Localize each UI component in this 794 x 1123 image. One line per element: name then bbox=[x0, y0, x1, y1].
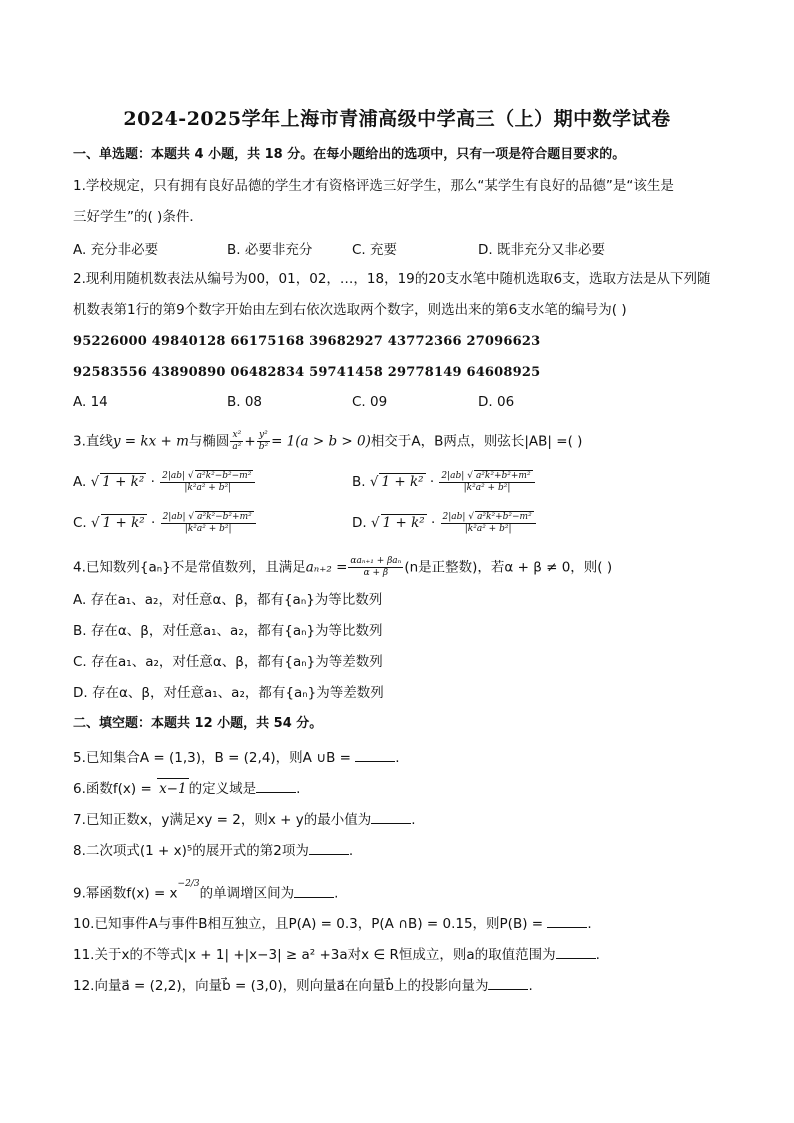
q2-option-a: A. 14 bbox=[73, 394, 108, 410]
answer-blank bbox=[256, 778, 296, 793]
fraction-denominator: |k²a² + b²| bbox=[184, 524, 232, 534]
numerator-root: a²k²−b²−m² bbox=[196, 471, 252, 481]
sqrt-sign: √ bbox=[369, 474, 379, 490]
answer-blank bbox=[309, 840, 349, 855]
q1-option-c: C. 充要 bbox=[352, 242, 398, 258]
dot: · bbox=[426, 515, 440, 531]
numerator-prefix: 2|ab| √ bbox=[162, 512, 195, 522]
dot: · bbox=[146, 515, 160, 531]
q3-option-a bbox=[73, 470, 256, 494]
answer-blank bbox=[488, 975, 528, 990]
fraction-numerator bbox=[160, 470, 255, 483]
question-2-line-2: 机数表第1行的第9个数字开始由左到右依次选取两个数字，则选出来的第6支水笔的编号为( ) bbox=[73, 302, 627, 318]
q2-option-d: D. 06 bbox=[478, 394, 515, 410]
q12-text: 12.向量a⃗ = (2,2)，向量b⃗ = (3,0)，则向量a⃗在向量b⃗上的投影向量为 bbox=[73, 978, 489, 994]
q4-option-d: D. 存在α、β，对任意a₁、a₂，都有{aₙ}为等差数列 bbox=[73, 685, 384, 701]
sqrt-term: 1 + k² bbox=[102, 474, 145, 490]
q9-text-a: 9.幂函数f(x) = x bbox=[73, 885, 178, 902]
answer-blank bbox=[355, 747, 395, 762]
answer-blank bbox=[556, 944, 596, 959]
sqrt-sign: √ bbox=[91, 515, 100, 531]
dot: · bbox=[425, 474, 439, 490]
question-9 bbox=[73, 880, 338, 904]
question-3-stem: 3.直线y = kx + m与椭圆 $\frac{\text{x²}}{\text{a²}}$ + $\frac{\text{y²}}{\text{b²}}$ = 1(a > b > 0)相交于A，B两点，则弦长|AB| =( ) bbox=[73, 430, 583, 452]
numerator-root: a²k²+b²+m² bbox=[475, 471, 531, 481]
q9-text-b: 的单调增区间为 bbox=[199, 885, 295, 902]
section-heading-fill-in: 二、填空题：本题共 12 小题，共 54 分。 bbox=[73, 716, 323, 731]
q1-option-b: B. 必要非充分 bbox=[227, 242, 313, 258]
page-title: 2024-2025学年上海市青浦高级中学高三（上）期中数学试卷 bbox=[123, 108, 671, 130]
q6-text-a: 6.函数f(x) = bbox=[73, 781, 152, 797]
q2-option-b: B. 08 bbox=[227, 394, 263, 410]
q2-option-c: C. 09 bbox=[352, 394, 388, 410]
question-7 bbox=[73, 809, 416, 830]
sqrt-term: 1 + k² bbox=[382, 515, 425, 531]
q9-end: . bbox=[334, 885, 339, 902]
answer-blank bbox=[371, 809, 411, 824]
q3-line-equation: y = kx + m bbox=[112, 433, 189, 450]
section-heading-single-choice: 一、单选题：本题共 4 小题，共 18 分。在每小题给出的选项中，只有一项是符合题目要求的。 bbox=[73, 147, 626, 162]
sqrt-sign: √ bbox=[90, 474, 100, 490]
fraction-numerator bbox=[441, 511, 536, 524]
fraction-numerator bbox=[161, 511, 256, 524]
random-table-row-1: 95226000 49840128 66175168 39682927 43772366 27096623 bbox=[73, 334, 541, 349]
q6-sqrt: x−1 bbox=[157, 778, 189, 799]
q10-text: 10.已知事件A与事件B相互独立，且P(A) = 0.3，P(A ∩B) = 0.15，则P(B) = bbox=[73, 916, 544, 932]
fraction-denominator: |k²a² + b²| bbox=[464, 524, 512, 534]
q4-option-c: C. 存在a₁、a₂，对任意α、β，都有{aₙ}为等差数列 bbox=[73, 654, 383, 670]
q7-end: . bbox=[411, 812, 416, 828]
q11-text: 11.关于x的不等式|x + 1| +|x−3| ≥ a² +3a对x ∈ R恒成立，则a的取值范围为 bbox=[73, 947, 556, 963]
numerator-prefix: 2|ab| √ bbox=[441, 471, 473, 481]
q4-fraction bbox=[348, 556, 403, 579]
answer-blank bbox=[547, 913, 587, 928]
q4-option-a: A. 存在a₁、a₂，对任意α、β，都有{aₙ}为等比数列 bbox=[73, 592, 383, 608]
q4-option-b: B. 存在α、β，对任意a₁、a₂，都有{aₙ}为等比数列 bbox=[73, 623, 383, 639]
question-1-line-1: 1.学校规定，只有拥有良好品德的学生才有资格评选三好学生，那么“某学生有良好的品德”是“该生是 bbox=[73, 178, 674, 194]
q3-mid: 与椭圆 bbox=[188, 433, 230, 450]
chord-fraction bbox=[160, 470, 255, 494]
q5-end: . bbox=[395, 750, 400, 766]
q4-lhs: aₙ₊₂ = bbox=[305, 559, 348, 576]
q3-prefix: 3.直线 bbox=[73, 433, 113, 450]
question-5 bbox=[73, 747, 400, 768]
option-label: C. bbox=[73, 515, 92, 531]
question-11 bbox=[73, 944, 600, 965]
chord-fraction bbox=[441, 511, 536, 535]
q10-end: . bbox=[587, 916, 592, 932]
q3-option-b bbox=[352, 470, 536, 494]
question-8 bbox=[73, 840, 353, 861]
q11-end: . bbox=[595, 947, 600, 963]
q5-text: 5.已知集合A = (1,3)，B = (2,4)，则A ∪B = bbox=[73, 750, 351, 766]
q4-denominator: α + β bbox=[363, 568, 389, 578]
q8-text: 8.二次项式(1 + x)⁵的展开式的第2项为 bbox=[73, 843, 309, 859]
ellipse-x-fraction: $\frac{\text{x²}}{\text{a²}}$ bbox=[232, 430, 242, 452]
ellipse-y-fraction: $\frac{\text{y²}}{\text{b²}}$ bbox=[258, 430, 269, 452]
numerator-prefix: 2|ab| √ bbox=[162, 471, 194, 481]
chord-fraction bbox=[439, 470, 534, 494]
q1-option-d: D. 既非充分又非必要 bbox=[478, 242, 605, 258]
q3-option-c bbox=[73, 511, 257, 535]
question-4-stem bbox=[73, 556, 612, 579]
random-table-row-2: 92583556 43890890 06482834 59741458 29778149 64608925 bbox=[73, 365, 541, 380]
q4-prefix: 4.已知数列{aₙ}不是常值数列，且满足 bbox=[73, 559, 306, 576]
numerator-root: a²k²+b²−m² bbox=[477, 512, 532, 522]
fraction-numerator bbox=[439, 470, 534, 483]
option-label: B. bbox=[352, 474, 370, 490]
q1-option-a: A. 充分非必要 bbox=[73, 242, 159, 258]
fraction-denominator: |k²a² + b²| bbox=[184, 483, 232, 493]
dot: · bbox=[146, 474, 160, 490]
numerator-root: a²k²−b²+m² bbox=[197, 512, 252, 522]
option-label: A. bbox=[73, 474, 91, 490]
q6-text-b: 的定义域是 bbox=[188, 781, 257, 797]
question-6 bbox=[73, 778, 300, 799]
sqrt-term: 1 + k² bbox=[102, 515, 145, 531]
sqrt-sign: √ bbox=[370, 515, 380, 531]
q12-end: . bbox=[528, 978, 533, 994]
chord-fraction bbox=[161, 511, 256, 535]
question-1-line-2: 三好学生”的( )条件． bbox=[73, 209, 203, 225]
numerator-prefix: 2|ab| √ bbox=[442, 512, 475, 522]
q9-exponent: −2/3 bbox=[177, 879, 200, 889]
q6-end: . bbox=[296, 781, 301, 797]
option-label: D. bbox=[352, 515, 371, 531]
question-12 bbox=[73, 975, 533, 996]
q7-text: 7.已知正数x，y满足xy = 2，则x + y的最小值为 bbox=[73, 812, 372, 828]
sqrt-term: 1 + k² bbox=[381, 474, 424, 490]
q4-suffix: (n是正整数)，若α + β ≠ 0，则( ) bbox=[404, 559, 613, 576]
q3-suffix: 相交于A，B两点，则弦长|AB| =( ) bbox=[370, 433, 583, 450]
q3-option-d bbox=[352, 511, 537, 535]
q3-condition: = 1(a > b > 0) bbox=[271, 433, 371, 450]
q8-end: . bbox=[348, 843, 354, 859]
question-2-line-1: 2.现利用随机数表法从编号为00，01，02，…，18，19的20支水笔中随机选取6支，选取方法是从下列随 bbox=[73, 271, 711, 287]
question-10 bbox=[73, 913, 592, 934]
answer-blank bbox=[294, 883, 334, 898]
q4-numerator: αaₙ₊₁ + βaₙ bbox=[350, 556, 402, 566]
fraction-denominator: |k²a² + b²| bbox=[463, 483, 511, 493]
